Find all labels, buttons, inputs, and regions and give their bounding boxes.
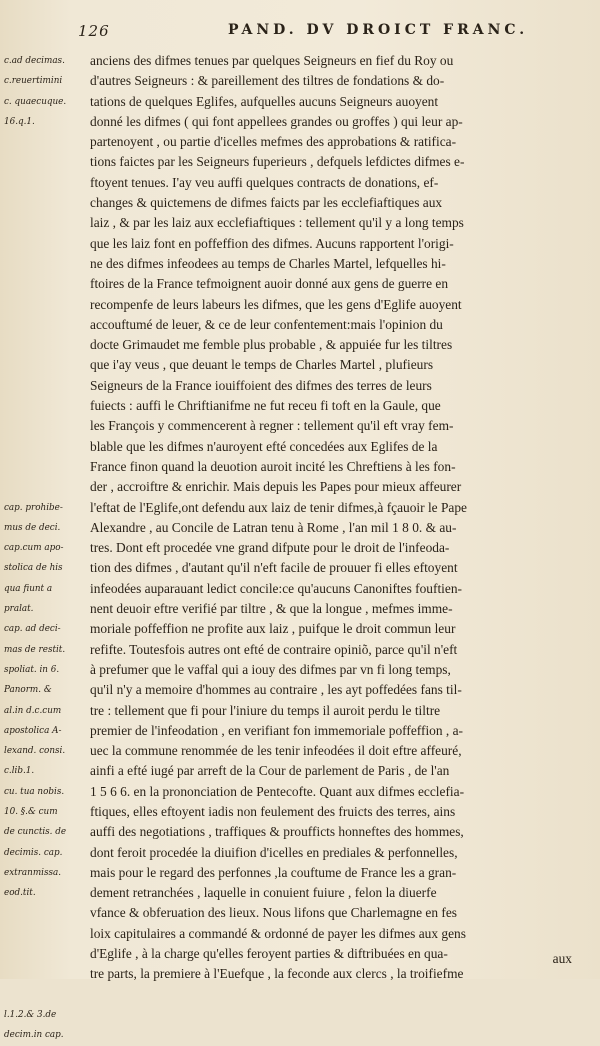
page-number: 126 — [78, 22, 110, 40]
margin-note — [4, 903, 84, 923]
margin-note — [4, 355, 84, 375]
text-line: dement retranchées , laquelle in conuient fuiure , felon la diuerfe — [90, 885, 437, 901]
text-line: ainfi a efté iugé par arreft de la Cour de parlement de Paris , de l'an — [90, 763, 450, 779]
text-line: d'Eglife , à la charge qu'elles feroyent parties & diftribuées en qua- — [90, 946, 448, 962]
margin-note — [4, 985, 84, 1005]
margin-note: lexand. consi. — [4, 746, 66, 757]
text-line: Alexandre , au Concile de Latran tenu à Rome , l'an mil 1 8 0. & au- — [90, 519, 457, 535]
margin-note: c.lib.1. — [4, 766, 35, 777]
margin-note: pralat. — [4, 604, 34, 615]
text-line: fuiects : auffi le Chriftianifme ne fut receu fi toft en la Gaule, que — [90, 398, 441, 414]
margin-note: apostolica A- — [4, 725, 62, 736]
margin-note: 16.q.1. — [4, 116, 35, 127]
body-text — [90, 51, 592, 985]
text-line: uec la commune renommée de les tenir infeodées il doit eftre affeuré, — [90, 743, 462, 759]
text-line: auffi des negotiations , traffiques & proufficts honneftes des hommes, — [90, 824, 464, 840]
text-line: changes & quictemens de difmes faicts par les ecclefiaftiques aux — [90, 195, 443, 211]
text-line: recompenfe de leurs labeurs les difmes, que les gens d'Eglife auoyent — [90, 296, 462, 312]
margin-note: cap.cum apo- — [4, 543, 64, 554]
text-line: docte Grimaudet me femble plus probable , & appuiée fur les tiltres — [90, 337, 453, 353]
margin-note: Panorm. & — [4, 685, 52, 696]
text-line: donné les difmes ( qui font appellees grandes ou groffes ) qui leur ap- — [90, 113, 463, 129]
text-line: ftiques, elles eftoyent iadis non feulement des fruicts des terres, ains — [90, 803, 456, 819]
text-line: moriale poffeffion ne profite aux laiz , puifque le droit commun leur — [90, 621, 456, 637]
margin-note: l.1.2.& 3.de — [4, 1009, 57, 1020]
text-line: anciens des difmes tenues par quelques Seigneurs en fief du Roy ou — [90, 53, 454, 68]
margin-note: 10. §.& cum — [4, 806, 58, 817]
margin-note: stolica de his — [4, 563, 63, 574]
margin-note — [4, 173, 84, 193]
margin-notes — [4, 51, 84, 1046]
text-line: accouftumé de leuer, & ce de leur confentement:mais l'opinion du — [90, 316, 443, 332]
text-line: Seigneurs de la France iouiffoient des difmes des terres de leurs — [90, 377, 432, 393]
text-line: laiz , & par les laiz aux ecclefiaftiques : tellement qu'il y a long temps — [90, 215, 464, 231]
text-line: ne des difmes infeodees au temps de Charles Martel, lefquelles hi- — [90, 255, 446, 271]
text-line: refifte. Toutesfois autres ont efté de contraire opiniõ, parce qu'il n'eft — [90, 641, 458, 657]
running-head: PAND. DV DROICT FRANC. — [228, 22, 529, 38]
text-line: partenoyent , ou partie d'icelles mefmes des approbations & ratifica- — [90, 134, 457, 150]
margin-note: de cunctis. de — [4, 827, 67, 838]
margin-note: mas de restit. — [4, 644, 66, 655]
margin-note — [4, 457, 84, 477]
margin-note — [4, 193, 84, 213]
text-line: blable que les difmes n'auroyent efté concedées aux Eglifes de la — [90, 438, 438, 454]
text-line: tion des difmes , d'autant qu'il n'eft facile de prouuer fi elles eftoyent — [90, 560, 458, 576]
margin-note: c. quaecuque. — [4, 96, 67, 107]
margin-note — [4, 964, 84, 984]
text-line: dont feroit procedée la diuifion d'icelles en prediales & perfonnelles, — [90, 844, 458, 860]
margin-note — [4, 213, 84, 233]
text-line: les François y commencerent à regner : tellement qu'il eft vray fem- — [90, 418, 454, 434]
text-line: tre parts, la premiere à l'Euefque , la feconde aux clercs , la troifiefme — [90, 966, 464, 982]
margin-note: spoliat. in 6. — [4, 664, 60, 675]
margin-note — [4, 132, 84, 152]
margin-note — [4, 254, 84, 274]
margin-note — [4, 376, 84, 396]
margin-note — [4, 335, 84, 355]
margin-note: cu. tua nobis. — [4, 786, 65, 797]
text-line: l'eftat de l'Eglife,ont defendu aux laiz de tenir difmes,à fçauoir le Pape — [90, 499, 468, 515]
margin-note: extranmissa. — [4, 867, 62, 878]
margin-note: al.in d.c.cum — [4, 705, 62, 716]
margin-note: c.reuertimini — [4, 76, 63, 87]
margin-note: eod.tit. — [4, 888, 36, 899]
text-line: mais pour le regard des perfonnes ,la couftume de France les a gran- — [90, 864, 457, 880]
text-line: ftoires de la France tefmoignent auoir donné aux gens de guerre en — [90, 276, 449, 292]
text-line: que i'ay veus , que deuant le temps de Charles Martel , plufieurs — [90, 357, 434, 373]
margin-note: decimis. cap. — [4, 847, 63, 858]
text-line: vfance & obferuation des lieux. Nous lifons que Charlemagne en fes — [90, 905, 458, 921]
margin-note — [4, 152, 84, 172]
margin-note — [4, 437, 84, 457]
page-header — [78, 18, 578, 42]
text-line: 1 5 6 6. en la prononciation de Pentecofte. Quant aux difmes ecclefia- — [90, 783, 465, 799]
text-line: tions faictes par les Seigneurs fuperieurs , defquels lefdictes difmes e- — [90, 154, 465, 170]
text-line: tations de quelques Eglifes, aufquelles aucuns Seigneurs auoyent — [90, 93, 439, 109]
margin-note — [4, 274, 84, 294]
text-line: nent deuoir eftre verifié par tiltre , & que la longue , mefmes imme- — [90, 601, 453, 617]
margin-note: cap. ad deci- — [4, 624, 61, 635]
text-line: d'autres Seigneurs : & pareillement des tiltres de fondations & do- — [90, 73, 445, 89]
margin-note — [4, 396, 84, 416]
margin-note: mus de deci. — [4, 522, 61, 533]
margin-note — [4, 315, 84, 335]
text-line: à prefumer que le vaffal qui a iouy des difmes par vn fi long temps, — [90, 661, 451, 677]
margin-note — [4, 944, 84, 964]
margin-note — [4, 924, 84, 944]
text-line: loix capitulaires a commandé & ordonné de payer les difmes aux gens — [90, 925, 466, 941]
text-line: qu'il n'y a memoire d'hommes au contraire , les ayt poffedées fans til- — [90, 682, 462, 698]
margin-note: qua fiunt a — [4, 583, 53, 594]
text-line: infeodées auparauant ledict concile:ce qu'aucuns Canoniftes fouftien- — [90, 580, 462, 596]
text-line: tre : tellement que fi pour l'iniure du temps il auroit perdu le tiltre — [90, 702, 441, 718]
margin-note — [4, 295, 84, 315]
text-line: tres. Dont eft procedée vne grand difpute pour le droit de l'infeoda- — [90, 540, 450, 556]
text-line: ftoyent tenues. I'ay veu auffi quelques contracts de donations, ef- — [90, 174, 439, 190]
margin-note: c.ad decimas. — [4, 56, 65, 66]
text-line: der , accroiftre & enrichir. Mais depuis les Papes pour mieux affeurer — [90, 479, 462, 495]
text-line: France finon quand la deuotion auroit incité les Chreftiens à les fon- — [90, 458, 456, 474]
margin-note — [4, 234, 84, 254]
text-line: que les laiz font en poffeffion des difmes. Aucuns rapportent l'origi- — [90, 235, 454, 251]
text-line: premier de l'infeodation , en verifiant fon immemoriale poffeffion , a- — [90, 722, 464, 738]
catchword: aux — [552, 951, 572, 966]
margin-note — [4, 416, 84, 436]
margin-note — [4, 477, 84, 497]
margin-note: cap. prohibe- — [4, 502, 63, 513]
margin-note: decim.in cap. — [4, 1030, 64, 1041]
